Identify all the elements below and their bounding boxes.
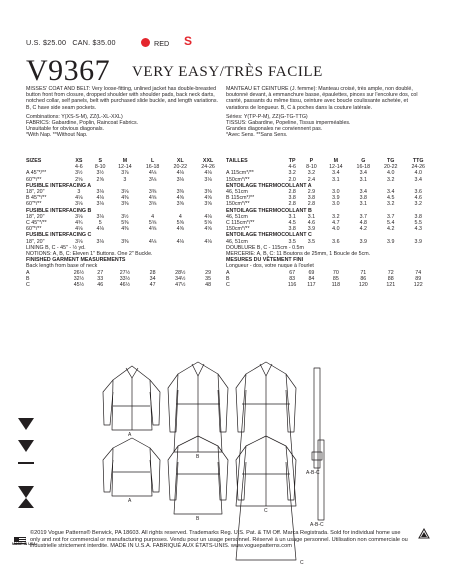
sens-note-fr: *Avec Sens. **Sans Sens.	[226, 132, 288, 139]
table-cell: 3.2	[307, 170, 316, 177]
table-cell: 47	[149, 282, 156, 289]
table-cell: 3⅛	[96, 201, 104, 208]
table-cell: 4.7	[332, 220, 340, 227]
table-cell: 3⅜	[121, 201, 129, 208]
table-cell: 3.9	[414, 238, 422, 245]
sketch-label-back-b: B	[196, 516, 200, 522]
table-cell: 3.2	[332, 213, 340, 220]
table-cell: 3.4	[414, 176, 422, 183]
coat-b-front-sketch	[168, 362, 228, 452]
table-cell: 26½	[73, 269, 85, 276]
table-cell: 32½	[73, 275, 85, 282]
table-cell: 70	[332, 269, 339, 276]
table-cell: 4⅝	[204, 226, 212, 233]
row-label: 60"*/**	[26, 176, 42, 183]
description-fr: MANTEAU ET CEINTURE (J. femme): Manteau croisé, très ample, non doublé, boutonné devant, à emmanchure basse, épaulettes, pinces sur l'encolure dos, col cranté, passants du même tissu, ceinture avec boucle coulissante achetée, et variations de longueur. B, C à poches dans la couture latérale.	[226, 86, 418, 111]
table-cell: 3⅛	[121, 189, 129, 196]
table-cell: 3⅜	[176, 189, 184, 196]
nap-note-en: *With Nap. **Without Nap.	[26, 132, 88, 139]
row-label: B 45"*/**	[26, 195, 47, 202]
table-cell: 4⅝	[204, 195, 212, 202]
table-cell: 35	[205, 275, 212, 282]
table-cell: 3.9	[307, 226, 316, 233]
table-cell: G	[361, 158, 366, 164]
table-cell: 3.4	[359, 170, 367, 177]
row-label: 18", 20"	[26, 189, 45, 196]
table-cell: 12-14	[118, 164, 132, 171]
row-label: 150cm*/**	[226, 176, 250, 183]
table-cell: 67	[289, 269, 296, 276]
table-cell: 24-26	[201, 164, 215, 171]
row-label: B 115cm*/**	[226, 195, 255, 202]
table-cell: 3.8	[414, 213, 422, 220]
fabrics-en: FABRICS: Gabardine, Poplin, Raincoat Fabrics.	[26, 120, 139, 127]
table-cell: S	[98, 158, 102, 164]
table-cell: 20-22	[383, 164, 398, 171]
table-cell: TG	[387, 158, 395, 164]
table-cell: 3.9	[332, 195, 340, 202]
table-cell: 3⅛	[96, 238, 104, 245]
row-label: 46, 51cm	[226, 189, 248, 196]
table-cell: 85	[332, 275, 339, 282]
table-cell: 3.9	[359, 238, 367, 245]
sketch-label-back-a: A	[128, 498, 132, 504]
finished-measurements-heading-text: MESURES DU VÊTEMENT FINI	[226, 257, 304, 264]
table-cell: 4⅛	[176, 238, 184, 245]
interfacing-c-heading-text: ENTOILAGE THERMOCOLLANT C	[226, 232, 312, 239]
pattern-symbol-icons	[18, 418, 34, 508]
sketch-label-back-c: C	[300, 560, 304, 566]
table-cell: 45½	[73, 282, 85, 289]
combinations-en: Combinations: Y(XS-S-M), ZZ(L-XL-XXL)	[26, 113, 123, 120]
table-cell: 33	[97, 275, 104, 282]
table-cell: 3½	[75, 170, 83, 177]
table-cell: 74	[415, 269, 422, 276]
table-cell: 2.4	[307, 176, 316, 183]
table-cell: 4⅛	[204, 213, 212, 220]
row-label: 18", 20"	[26, 213, 45, 220]
table-cell: 29	[205, 269, 212, 276]
table-cell: XS	[75, 158, 83, 164]
row-label: 60"*/**	[26, 226, 42, 233]
interfacing-b-heading-text: ENTOILAGE THERMOCOLLANT B	[226, 207, 312, 214]
table-cell: 3.5	[307, 238, 316, 245]
table-cell: 3.8	[288, 195, 296, 202]
table-cell: 4	[178, 213, 182, 220]
table-cell: 69	[308, 269, 315, 276]
table-cell: 3	[123, 176, 127, 183]
notions-line-text: MERCERIE: A, B, C: 11 Boutons de 25mm, 1 Boucle de 5cm.	[226, 251, 371, 258]
table-cell: 3⅜	[148, 189, 157, 196]
table-cell: 89	[415, 275, 422, 282]
notions-line-text: NOTIONS: A, B, C: Eleven 1" Buttons. One 2" Buckle.	[26, 251, 153, 258]
table-cell: 4.0	[387, 170, 395, 177]
belt-sketch	[312, 368, 322, 468]
table-cell: 48	[205, 282, 212, 289]
table-cell: 16-18	[145, 164, 160, 171]
table-cell: 28½	[175, 269, 186, 276]
interfacing-a-heading-text: FUSIBLE INTERFACING A	[26, 182, 92, 189]
row-label: TAILLES	[226, 158, 248, 164]
table-cell: 3.4	[332, 170, 340, 177]
table-cell: 5.4	[387, 220, 395, 227]
table-cell: 4⅛	[176, 170, 184, 177]
table-cell: 4-6	[288, 164, 296, 171]
table-cell: 3.2	[387, 176, 395, 183]
row-label: C 115cm*/**	[226, 220, 255, 227]
table-cell: 3⅝	[204, 201, 212, 208]
row-label: A	[226, 269, 230, 276]
row-label: C 45"*/**	[26, 220, 47, 227]
row-label: A	[26, 269, 30, 276]
table-cell: 4⅝	[148, 195, 157, 202]
table-cell: 4.6	[414, 195, 422, 202]
table-cell: 4.0	[414, 170, 422, 177]
row-label: B	[26, 275, 30, 282]
table-cell: 71	[360, 269, 367, 276]
table-cell: 3⅛	[96, 213, 104, 220]
table-cell: 8-10	[306, 164, 317, 171]
table-cell: 117	[307, 282, 316, 289]
table-cell: 34½	[175, 275, 186, 282]
sketch-label-belt-back: A-B-C	[310, 522, 324, 528]
table-cell: 86	[360, 275, 367, 282]
coat-a-front-sketch	[103, 366, 160, 430]
table-cell: 3⅛	[176, 176, 184, 183]
table-cell: 8-10	[94, 164, 106, 171]
table-cell: 4.2	[359, 226, 367, 233]
table-cell: 4⅝	[176, 226, 184, 233]
table-cell: 33½	[119, 275, 131, 282]
table-cell: 3.0	[332, 201, 340, 208]
table-cell: 2.9	[307, 189, 316, 196]
series-fr: Séries: Y(TP-P-M), ZZ(G-TG-TTG)	[226, 113, 308, 120]
table-cell: 3.9	[387, 238, 395, 245]
pattern-number: V9367	[26, 54, 111, 87]
lining-line-text: LINING B, C - 45" - ½ yd.	[26, 244, 86, 251]
interfacing-a-heading-text: ENTOILAGE THERMOCOLLANT A	[226, 182, 312, 189]
row-label: 46, 51cm	[226, 213, 248, 220]
table-cell: M	[333, 158, 339, 164]
table-cell: 3⅛	[75, 201, 83, 208]
table-cell: 3.7	[359, 213, 367, 220]
row-label: C	[26, 282, 30, 289]
table-cell: 47½	[175, 282, 186, 289]
table-cell: 16-18	[356, 164, 371, 171]
length-line-text: Back length from base of neck	[26, 263, 98, 270]
table-cell: TP	[288, 158, 296, 164]
table-cell: 4-6	[75, 164, 83, 171]
finished-measurements-heading-text: FINISHED GARMENT MEASUREMENTS	[26, 257, 126, 264]
table-cell: 3⅝	[148, 201, 157, 208]
table-cell: 2⅝	[96, 176, 104, 183]
table-cell: 4⅜	[121, 195, 129, 202]
table-cell: 120	[358, 282, 368, 289]
row-label: 150cm*/**	[226, 226, 250, 233]
row-label: 60"*/**	[26, 201, 42, 208]
diagonales-fr: Grandes diagonales ne conviennent pas.	[226, 126, 323, 133]
table-cell: 3.2	[288, 170, 296, 177]
table-cell: 3.1	[359, 201, 367, 208]
table-cell: 3½	[121, 213, 129, 220]
table-cell: XL	[176, 158, 184, 164]
table-cell: 46	[97, 282, 104, 289]
table-cell: 3⅛	[148, 176, 157, 183]
table-cell: 3.2	[387, 201, 395, 208]
table-cell: 4⅛	[75, 195, 83, 202]
table-cell: 3½	[96, 170, 104, 177]
table-cell: 3⅜	[121, 238, 129, 245]
table-cell: 2.8	[307, 201, 316, 208]
tissus-fr: TISSUS: Gabardine, Popeline, Tissus imperméables.	[226, 120, 351, 127]
table-cell: 3.1	[359, 176, 367, 183]
table-cell: 3.6	[414, 189, 422, 196]
row-label: SIZES	[26, 158, 42, 164]
table-cell: 4¾	[75, 220, 83, 227]
table-cell: 122	[413, 282, 423, 289]
us-price: U.S. $25.00	[26, 38, 67, 47]
usa-flag-icon	[14, 532, 26, 540]
table-cell: 5	[98, 220, 102, 227]
table-cell: 3.1	[307, 213, 316, 220]
row-label: 18", 20"	[26, 238, 45, 245]
length-line-text: Longueur - dos, votre nuque à l'ourlet	[226, 263, 314, 270]
table-cell: 118	[331, 282, 341, 289]
table-cell: M	[122, 158, 128, 164]
table-cell: P	[309, 158, 314, 164]
table-cell: 5⅝	[204, 220, 212, 227]
table-cell: 5⅝	[148, 220, 157, 227]
table-cell: 2⅝	[75, 176, 83, 183]
table-cell: 4	[151, 213, 155, 220]
table-cell: 121	[386, 282, 396, 289]
table-cell: XXL	[202, 158, 214, 164]
row-label: A 45"*/**	[26, 170, 47, 177]
table-cell: 4⅛	[96, 226, 104, 233]
row-label: C	[226, 282, 230, 289]
size-code: S	[184, 34, 193, 48]
table-cell: 3.2	[414, 201, 422, 208]
lining-line-text: DOUBLURE B, C - 115cm - 0.5m	[226, 244, 304, 251]
table-cell: 3⅝	[176, 201, 184, 208]
table-cell: 4.8	[359, 220, 367, 227]
table-cell: 4⅜	[121, 226, 129, 233]
difficulty-label: VERY EASY/TRÈS FACILE	[132, 64, 323, 80]
table-cell: 3⅞	[121, 170, 129, 177]
table-cell: 46½	[119, 282, 131, 289]
table-cell: 3.6	[332, 238, 340, 245]
table-cell: L	[150, 158, 155, 164]
table-cell: 3.0	[332, 189, 340, 196]
row-label: B	[226, 275, 230, 282]
interfacing-c-heading-text: FUSIBLE INTERFACING C	[26, 232, 92, 239]
table-cell: 12-14	[329, 164, 343, 171]
made-in-usa-label: MADE IN USA	[12, 542, 36, 546]
table-cell: 3⅛	[96, 189, 104, 196]
table-cell: 28	[149, 269, 156, 276]
description-en: MISSES' COAT AND BELT: Very loose-fitting, unlined jacket has double-breasted button front from closure, dropped shoulder with shoulder pads, back neck darts, notched collar, self panels, belt with purchased slide buckle, and length variations. B, C have side seam pockets.	[26, 86, 218, 111]
coat-a-back-sketch	[103, 438, 160, 496]
sketch-label-a: A	[128, 432, 132, 438]
unsuitable-en: Unsuitable for obvious diagonals.	[26, 126, 105, 133]
table-cell: 116	[287, 282, 297, 289]
sketch-label-belt: A-B-C	[306, 470, 320, 476]
can-price: CAN. $35.00	[72, 38, 116, 47]
sketch-label-b: B	[196, 454, 200, 460]
table-cell: 4.0	[332, 226, 340, 233]
table-cell: 3.5	[288, 238, 296, 245]
table-cell: 3⅜	[204, 189, 212, 196]
table-cell: 4⅛	[204, 170, 212, 177]
table-cell: 5⅝	[176, 220, 184, 227]
copyright-footer: ©2019 Vogue Patterns® Berwick, PA 18603. All rights reserved. Trademarks Reg. U.S. Pat. & TM Off. Marca Registrada. Sold for individual home use only and not for commercial or manufacturing purposes. Vendu pour un usage personnel. Réservé à un usage personnel. Utilisation non commerciale ou industrielle strictement interdite. MADE IN U.S.A. FABRIQUÉ AUX ÉTATS-UNIS. www.voguepatterns.com	[30, 530, 408, 549]
table-cell: 24-26	[411, 164, 425, 171]
table-cell: 5⅜	[121, 220, 129, 227]
table-cell: 3⅛	[75, 213, 83, 220]
table-cell: 72	[387, 269, 394, 276]
table-cell: 27½	[119, 269, 131, 276]
sketch-label-c: C	[264, 508, 268, 514]
table-cell: 3.8	[359, 195, 367, 202]
table-cell: 4.5	[288, 220, 296, 227]
table-cell: 3.4	[359, 189, 367, 196]
row-label: 150cm*/**	[226, 201, 250, 208]
table-cell: 20-22	[173, 164, 188, 171]
table-cell: 3⅛	[75, 238, 83, 245]
table-cell: 3	[77, 189, 81, 196]
table-cell: 3.4	[387, 189, 395, 196]
table-cell: 3.1	[332, 176, 340, 183]
table-cell: 3.1	[288, 213, 296, 220]
table-cell: 83	[289, 275, 296, 282]
table-cell: 4⅛	[148, 238, 157, 245]
table-cell: 4⅛	[75, 226, 83, 233]
color-label: RED	[154, 39, 170, 48]
table-cell: 4⅛	[148, 170, 157, 177]
table-cell: 4⅛	[204, 238, 212, 245]
table-cell: 4⅝	[148, 226, 157, 233]
row-label: 46, 51cm	[226, 238, 248, 245]
table-cell: 2.8	[288, 189, 296, 196]
table-cell: 2.8	[288, 201, 296, 208]
row-label: A 115cm*/**	[226, 170, 254, 177]
table-cell: 4⅝	[176, 195, 184, 202]
table-cell: 4.2	[387, 226, 395, 233]
table-cell: 3⅛	[204, 176, 212, 183]
table-cell: 34	[149, 275, 156, 282]
interfacing-b-heading-text: FUSIBLE INTERFACING B	[26, 207, 92, 214]
table-cell: 3.8	[288, 226, 296, 233]
table-cell: 4⅛	[96, 195, 104, 202]
table-cell: 4.6	[307, 220, 316, 227]
table-cell: 3.7	[387, 213, 395, 220]
table-cell: 2.0	[288, 176, 296, 183]
table-cell: 4.3	[414, 226, 422, 233]
table-cell: 88	[387, 275, 394, 282]
table-cell: 5.5	[414, 220, 422, 227]
recycle-icon	[417, 528, 431, 542]
table-cell: 3.8	[307, 195, 316, 202]
table-cell: 4.5	[387, 195, 395, 202]
table-cell: 84	[308, 275, 315, 282]
table-cell: TTG	[412, 158, 424, 164]
table-cell: 27	[97, 269, 104, 276]
